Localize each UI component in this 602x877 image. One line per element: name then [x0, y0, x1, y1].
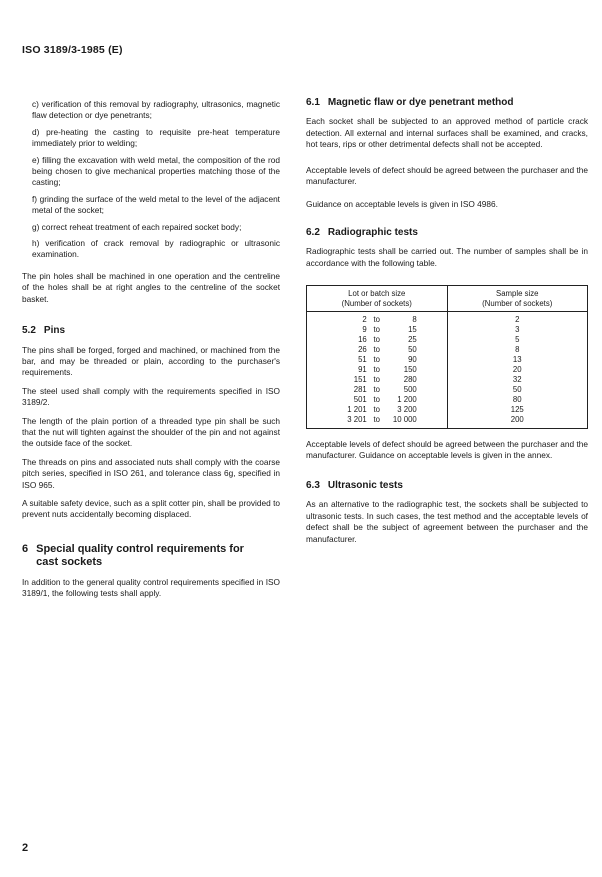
- table-row: [307, 365, 587, 375]
- lot-from: 51: [358, 355, 367, 365]
- sample-size-cell: 32: [447, 375, 587, 385]
- list-item-e: e) filling the excavation with weld metal, the composition of the rod being chosen to give mechanical properties matching those of the casting;: [32, 154, 280, 188]
- lot-size-cell: [307, 365, 447, 375]
- column-header-text: Lot or batch size: [348, 289, 406, 299]
- list-item-h: h) verification of crack removal by radiographic or ultrasonic examination.: [32, 238, 280, 260]
- sample-size-cell: 50: [447, 385, 587, 395]
- sample-size-cell: 200: [447, 415, 587, 428]
- list-item-c: c) verification of this removal by radiography, ultrasonics, magnetic flaw detection or dye penetrants;: [32, 99, 280, 121]
- section-number: 5.2: [22, 325, 36, 337]
- sample-size-table: [306, 285, 588, 429]
- column-header-text: Sample size: [496, 289, 539, 299]
- table-row: [307, 395, 587, 405]
- lot-from: 26: [358, 345, 367, 355]
- lot-to-word: to: [373, 355, 380, 365]
- lot-to-word: to: [373, 325, 380, 335]
- paragraph: As an alternative to the radiographic test, the sockets shall be subjected to ultrasonic tests. In such cases, the test method and the acceptable levels of defect shall be the subject of agreement between the purchaser and the manufacturer.: [306, 499, 588, 544]
- section-6-3-heading: [306, 480, 588, 491]
- lot-from: 9: [362, 325, 367, 335]
- section-5-2-heading: [22, 325, 280, 336]
- lot-to: 1 200: [397, 395, 417, 405]
- paragraph: The threads on pins and associated nuts shall comply with the coarse pitch series, specified in ISO 261, and tolerance class 6g, specified in ISO 965.: [22, 456, 280, 490]
- lot-from: 16: [358, 335, 367, 345]
- lot-size-cell: [307, 395, 447, 405]
- page-number: 2: [22, 842, 29, 854]
- paragraph: The pins shall be forged, forged and machined, or machined from the bar, and may be threaded or plain, according to the purchaser's requirements.: [22, 344, 280, 378]
- lot-to: 15: [408, 325, 417, 335]
- lot-to: 500: [403, 385, 417, 395]
- sample-size-cell: 2: [447, 312, 587, 326]
- table-row: [307, 385, 587, 395]
- lot-to: 3 200: [397, 405, 417, 415]
- lot-from: 281: [353, 385, 367, 395]
- list-item-f: f) grinding the surface of the weld metal to the level of the adjacent metal of the socket;: [32, 193, 280, 216]
- section-title: Pins: [43, 325, 66, 337]
- paragraph: In addition to the general quality control requirements specified in ISO 3189/1, the following tests shall apply.: [22, 576, 280, 599]
- table-row: [307, 355, 587, 365]
- lot-to: 150: [403, 365, 417, 375]
- lot-to-word: to: [373, 415, 380, 425]
- paragraph: The length of the plain portion of a threaded type pin shall be such that the nut will tighten against the shoulder of the pin and not against the outside face of the socket.: [22, 415, 280, 449]
- section-title: Magnetic flaw or dye penetrant method: [327, 97, 514, 108]
- lot-to-word: to: [373, 405, 380, 415]
- lot-from: 1 201: [347, 405, 367, 415]
- section-number: 6.3: [306, 479, 320, 491]
- lot-size-cell: [307, 415, 447, 428]
- table-row: [307, 345, 587, 355]
- sample-size-cell: 5: [447, 335, 587, 345]
- lot-size-cell: [307, 405, 447, 415]
- list-item-g: g) correct reheat treatment of each repaired socket body;: [32, 221, 242, 232]
- lot-size-cell: [307, 345, 447, 355]
- lot-size-cell: [307, 335, 447, 345]
- lot-to: 90: [408, 355, 417, 365]
- sample-size-cell: 80: [447, 395, 587, 405]
- list-item-d: d) pre-heating the casting to requisite pre-heat temperature immediately prior to welding;: [32, 126, 280, 149]
- paragraph: Guidance on acceptable levels is given in ISO 4986.: [306, 199, 498, 210]
- lot-from: 2: [362, 315, 367, 325]
- paragraph: Radiographic tests shall be carried out. The number of samples shall be in accordance with the following table.: [306, 246, 588, 268]
- lot-to: 8: [412, 315, 417, 325]
- lot-from: 501: [353, 395, 367, 405]
- table-row: [307, 405, 587, 415]
- section-6-2-heading: [306, 227, 588, 238]
- section-6-1-heading: [306, 97, 588, 108]
- paragraph: Acceptable levels of defect should be agreed between the purchaser and the manufacturer. Guidance on acceptable levels is given in the annex.: [306, 439, 588, 461]
- section-number: 6.2: [306, 226, 320, 238]
- lot-from: 151: [353, 375, 367, 385]
- lot-to-word: to: [373, 335, 380, 345]
- section-number: 6: [22, 542, 29, 555]
- table-row: [307, 312, 587, 326]
- sample-size-cell: 125: [447, 405, 587, 415]
- pin-holes-paragraph: The pin holes shall be machined in one operation and the centreline of the holes shall be at right angles to the centreline of the socket basket.: [22, 270, 280, 304]
- paragraph: Each socket shall be subjected to an approved method of particle crack detection. All external and internal surfaces shall be examined, and cracks, hot tears, rips or other detrimental defects shall not be accepted.: [306, 116, 588, 150]
- paragraph: Acceptable levels of defect should be agreed between the purchaser and the manufacturer.: [306, 164, 588, 187]
- lot-to-word: to: [373, 385, 380, 395]
- lot-size-cell: [307, 385, 447, 395]
- lot-to-word: to: [373, 365, 380, 375]
- right-column: [306, 97, 588, 552]
- column-header-lot-size: [307, 286, 447, 312]
- section-title: Special quality control requirements for cast sockets: [36, 542, 244, 568]
- lot-from: 3 201: [347, 415, 367, 425]
- column-header-subtext: (Number of sockets): [482, 299, 553, 309]
- lot-to-word: to: [373, 395, 380, 405]
- lot-to-word: to: [373, 375, 380, 385]
- paragraph: A suitable safety device, such as a split cotter pin, shall be provided to prevent nuts accidentally becoming displaced.: [22, 497, 280, 520]
- sample-size-cell: 13: [447, 355, 587, 365]
- section-6-heading: [22, 543, 280, 569]
- section-number: 6.1: [306, 97, 320, 108]
- sample-size-cell: 20: [447, 365, 587, 375]
- lot-to-word: to: [373, 315, 380, 325]
- lot-to: 50: [408, 345, 417, 355]
- sample-size-cell: 8: [447, 345, 587, 355]
- lot-to: 280: [403, 375, 417, 385]
- lot-size-cell: [307, 375, 447, 385]
- sample-size-cell: 3: [447, 325, 587, 335]
- lot-size-cell: [307, 355, 447, 365]
- column-header-sample-size: [447, 286, 587, 312]
- table-row: [307, 335, 587, 345]
- section-title: Radiographic tests: [327, 226, 418, 238]
- lot-from: 91: [358, 365, 367, 375]
- table-body: [307, 312, 587, 429]
- column-header-subtext: (Number of sockets): [341, 299, 412, 309]
- table-row: [307, 325, 587, 335]
- document-header: ISO 3189/3-1985 (E): [22, 44, 123, 56]
- lot-to: 10 000: [392, 415, 417, 425]
- lot-to-word: to: [373, 345, 380, 355]
- paragraph: The steel used shall comply with the requirements specified in ISO 3189/2.: [22, 385, 280, 408]
- lot-size-cell: [307, 325, 447, 335]
- table-row: [307, 415, 587, 428]
- section-title: Ultrasonic tests: [327, 479, 403, 491]
- lot-size-cell: [307, 312, 447, 326]
- lot-to: 25: [408, 335, 417, 345]
- left-column: [22, 99, 280, 607]
- table-row: [307, 375, 587, 385]
